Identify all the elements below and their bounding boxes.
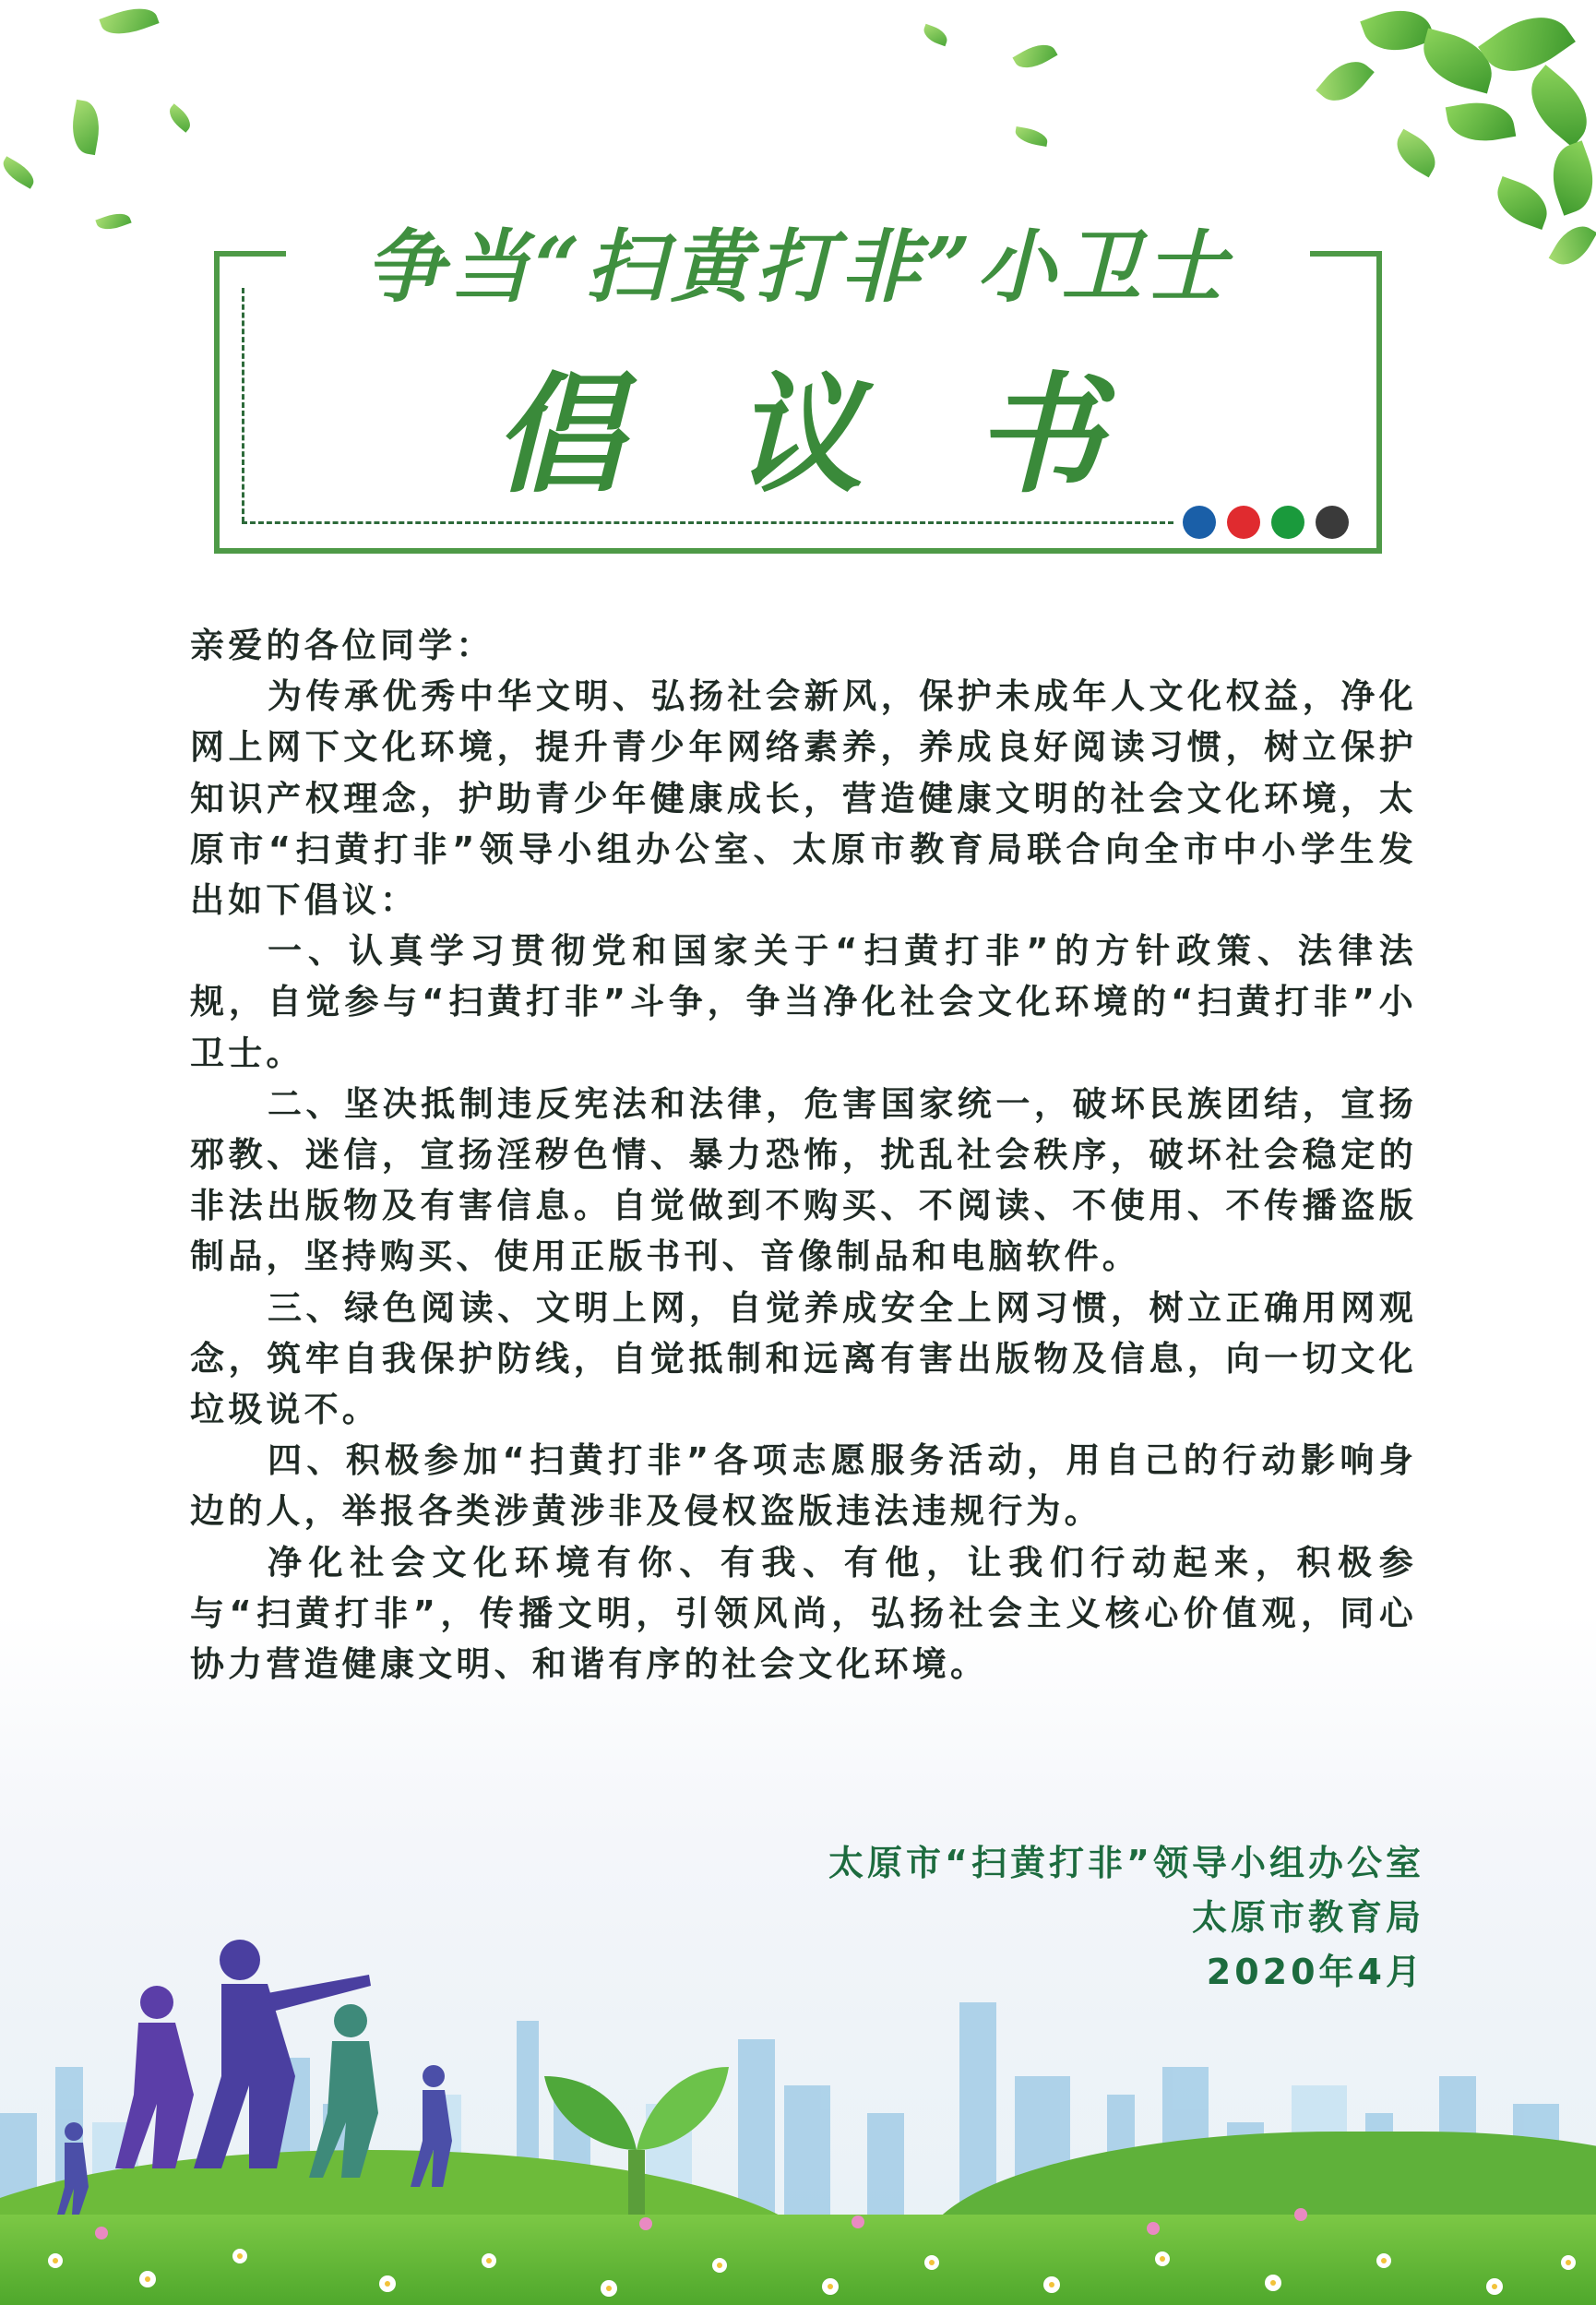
signature-date: 2020年4月 <box>1206 1952 1424 1992</box>
falling-leaf-icon <box>1012 37 1057 75</box>
paragraph-closing: 净化社会文化环境有你、有我、有他，让我们行动起来，积极参与“扫黄打非”，传播文明，引领风尚，弘扬社会主义核心价值观，同心协力营造健康文明、和谐有序的社会文化环境。 <box>190 1542 1417 1685</box>
paragraph-three: 三、绿色阅读、文明上网，自觉养成安全上网习惯，树立正确用网观念，筑牢自我保护防线，自觉抵制和远离有害出版物及信息，向一切文化垃圾说不。 <box>190 1287 1417 1430</box>
paragraph-two: 二、坚决抵制违反宪法和法律，危害国家统一，破坏民族团结，宣扬邪教、迷信，宣扬淫秽色情、暴力恐怖，扰乱社会秩序，破坏社会稳定的非法出版物及有害信息。自觉做到不购买、不阅读、不使用、不传播盗版制品，坚持购买、使用正版书刊、音像制品和电脑软件。 <box>190 1083 1417 1277</box>
frame-dashed-border <box>242 521 1173 524</box>
paragraph-one: 一、认真学习贯彻党和国家关于“扫黄打非”的方针政策、法律法规，自觉参与“扫黄打非”斗争，争当净化社会文化环境的“扫黄打非”小卫士。 <box>190 931 1417 1073</box>
flowers-decoration <box>0 2205 1596 2305</box>
falling-leaf-icon <box>0 156 39 189</box>
page-title: 倡议书 <box>493 360 1213 511</box>
paragraph-four: 四、积极参加“扫黄打非”各项志愿服务活动，用自己的行动影响身边的人，举报各类涉黄涉非及侵权盗版违法违规行为。 <box>190 1440 1417 1532</box>
falling-leaf-icon <box>99 1 159 42</box>
paragraph-intro: 为传承优秀中华文明、弘扬社会新风，保护未成年人文化权益，净化网上网下文化环境，提升青少年网络素养，养成良好阅读习惯，树立保护知识产权理念，护助青少年健康成长，营造健康文明的社会文化环境，太原市“扫黄打非”领导小组办公室、太原市教育局联合向全市中小学生发出如下倡议： <box>190 676 1417 921</box>
sprout-icon <box>544 2039 729 2224</box>
signature-block <box>828 1836 1424 2000</box>
signature-org-2: 太原市教育局 <box>1191 1897 1424 1938</box>
salutation: 亲爱的各位同学： <box>190 626 494 665</box>
falling-leaf-icon <box>67 100 103 155</box>
title-slogan: 争当“扫黄打非”小卫士 <box>364 221 1232 314</box>
falling-leaf-icon <box>1014 126 1049 147</box>
falling-leaf-icon <box>921 24 950 47</box>
signature-org-1: 太原市“扫黄打非”领导小组办公室 <box>828 1843 1424 1883</box>
falling-leaf-icon <box>95 209 131 233</box>
letter-body <box>190 620 1417 1690</box>
running-children-icon <box>37 1938 517 2233</box>
falling-leaf-icon <box>164 103 195 133</box>
